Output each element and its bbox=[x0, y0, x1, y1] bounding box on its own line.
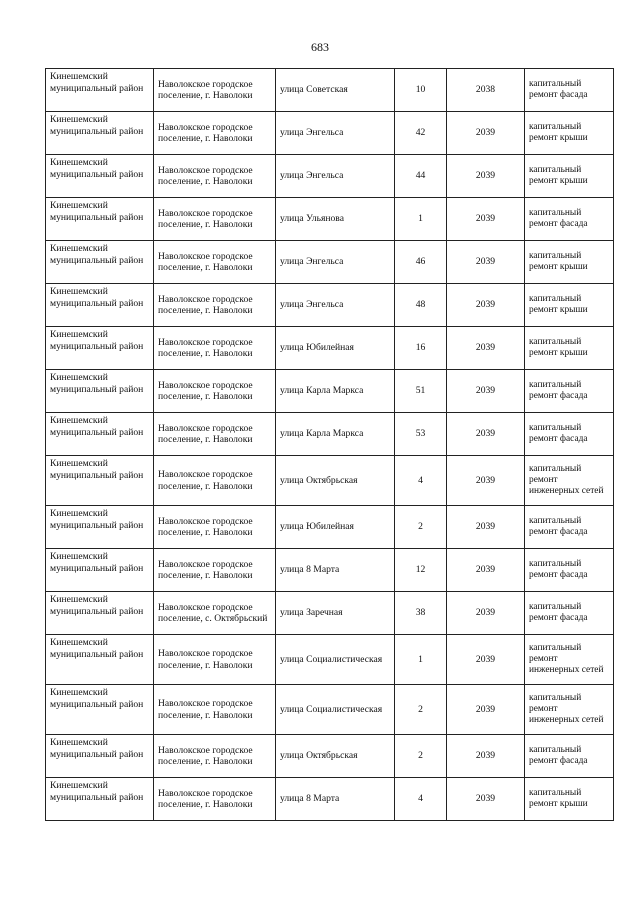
settlement-cell bbox=[154, 327, 276, 370]
planned-year-cell bbox=[447, 112, 525, 155]
work-type-text: капитальный ремонт инженерных сетей bbox=[529, 464, 604, 496]
settlement-text: Наволокское городское поселение, г. Наволоки bbox=[158, 787, 253, 810]
house-number-cell bbox=[395, 635, 447, 685]
house-number-text: 2 bbox=[418, 750, 423, 762]
work-type-text: капитальный ремонт инженерных сетей bbox=[529, 643, 604, 675]
planned-year-text: 2039 bbox=[475, 428, 496, 440]
planned-year-text: 2039 bbox=[475, 521, 496, 533]
work-type-cell bbox=[525, 506, 614, 549]
settlement-text: Наволокское городское поселение, г. Наволоки bbox=[158, 164, 253, 187]
house-number-cell bbox=[395, 241, 447, 284]
district-text: Кинешемский муниципальный район bbox=[50, 508, 144, 531]
street-cell bbox=[276, 198, 395, 241]
district-text: Кинешемский муниципальный район bbox=[50, 737, 144, 760]
table-row bbox=[46, 685, 614, 735]
district-text: Кинешемский муниципальный район bbox=[50, 200, 144, 223]
street-cell bbox=[276, 370, 395, 413]
district-text: Кинешемский муниципальный район bbox=[50, 286, 144, 309]
work-type-cell bbox=[525, 112, 614, 155]
house-number-text: 10 bbox=[415, 84, 426, 96]
house-number-text: 16 bbox=[415, 342, 426, 354]
planned-year-cell bbox=[447, 413, 525, 456]
planned-year-text: 2039 bbox=[475, 474, 496, 486]
settlement-cell bbox=[154, 592, 276, 635]
house-number-cell bbox=[395, 198, 447, 241]
street-text: улица Энгельса bbox=[280, 170, 344, 182]
house-number-text: 51 bbox=[415, 385, 426, 397]
house-number-cell bbox=[395, 112, 447, 155]
settlement-text: Наволокское городское поселение, г. Наволоки bbox=[158, 648, 253, 671]
street-text: улица Октябрьская bbox=[280, 474, 358, 486]
house-number-text: 4 bbox=[418, 793, 423, 805]
district-text: Кинешемский муниципальный район bbox=[50, 114, 144, 137]
district-text: Кинешемский муниципальный район bbox=[50, 780, 144, 803]
work-type-cell bbox=[525, 549, 614, 592]
district-text: Кинешемский муниципальный район bbox=[50, 415, 144, 438]
street-text: улица Энгельса bbox=[280, 299, 344, 311]
settlement-text: Наволокское городское поселение, г. Наволоки bbox=[158, 515, 253, 538]
work-type-text: капитальный ремонт крыши bbox=[529, 122, 588, 143]
street-text: улица Советская bbox=[280, 84, 348, 96]
house-number-text: 1 bbox=[418, 653, 423, 665]
work-type-cell bbox=[525, 155, 614, 198]
planned-year-text: 2039 bbox=[475, 653, 496, 665]
planned-year-cell bbox=[447, 284, 525, 327]
planned-year-text: 2039 bbox=[475, 342, 496, 354]
house-number-text: 53 bbox=[415, 428, 426, 440]
district-text: Кинешемский муниципальный район bbox=[50, 329, 144, 352]
work-type-text: капитальный ремонт фасада bbox=[529, 516, 588, 537]
settlement-cell bbox=[154, 198, 276, 241]
house-number-text: 44 bbox=[415, 170, 426, 182]
street-cell bbox=[276, 112, 395, 155]
house-number-text: 1 bbox=[418, 213, 423, 225]
settlement-text: Наволокское городское поселение, г. Наволоки bbox=[158, 744, 253, 767]
settlement-cell bbox=[154, 241, 276, 284]
settlement-text: Наволокское городское поселение, г. Наволоки bbox=[158, 207, 253, 230]
street-text: улица Социалистическая bbox=[280, 653, 383, 665]
district-cell bbox=[46, 370, 154, 413]
table-row bbox=[46, 69, 614, 112]
street-cell bbox=[276, 413, 395, 456]
district-cell bbox=[46, 327, 154, 370]
street-text: улица Энгельса bbox=[280, 127, 344, 139]
table-row bbox=[46, 506, 614, 549]
planned-year-text: 2039 bbox=[475, 607, 496, 619]
work-type-text: капитальный ремонт фасада bbox=[529, 745, 588, 766]
district-cell bbox=[46, 456, 154, 506]
work-type-cell bbox=[525, 413, 614, 456]
district-cell bbox=[46, 413, 154, 456]
house-number-text: 2 bbox=[418, 703, 423, 715]
planned-year-text: 2039 bbox=[475, 750, 496, 762]
settlement-text: Наволокское городское поселение, г. Наволоки bbox=[158, 698, 253, 721]
planned-year-cell bbox=[447, 69, 525, 112]
planned-year-cell bbox=[447, 456, 525, 506]
house-number-cell bbox=[395, 155, 447, 198]
planned-year-cell bbox=[447, 778, 525, 821]
work-type-cell bbox=[525, 284, 614, 327]
district-cell bbox=[46, 198, 154, 241]
table-row bbox=[46, 592, 614, 635]
street-cell bbox=[276, 549, 395, 592]
planned-year-cell bbox=[447, 241, 525, 284]
settlement-cell bbox=[154, 506, 276, 549]
house-number-cell bbox=[395, 284, 447, 327]
planned-year-text: 2039 bbox=[475, 564, 496, 576]
district-text: Кинешемский муниципальный район bbox=[50, 551, 144, 574]
table-row bbox=[46, 549, 614, 592]
street-cell bbox=[276, 241, 395, 284]
settlement-text: Наволокское городское поселение, г. Наволоки bbox=[158, 336, 253, 359]
house-number-text: 42 bbox=[415, 127, 426, 139]
street-text: улица 8 Марта bbox=[280, 793, 340, 805]
district-text: Кинешемский муниципальный район bbox=[50, 71, 144, 94]
settlement-text: Наволокское городское поселение, г. Наволоки bbox=[158, 121, 253, 144]
work-type-text: капитальный ремонт крыши bbox=[529, 294, 588, 315]
planned-year-cell bbox=[447, 735, 525, 778]
work-type-cell bbox=[525, 685, 614, 735]
house-number-text: 38 bbox=[415, 607, 426, 619]
district-cell bbox=[46, 685, 154, 735]
work-type-cell bbox=[525, 198, 614, 241]
table-row bbox=[46, 241, 614, 284]
settlement-cell bbox=[154, 549, 276, 592]
settlement-text: Наволокское городское поселение, г. Наволоки bbox=[158, 379, 253, 402]
work-type-text: капитальный ремонт крыши bbox=[529, 251, 588, 272]
work-type-cell bbox=[525, 592, 614, 635]
settlement-cell bbox=[154, 685, 276, 735]
work-type-text: капитальный ремонт крыши bbox=[529, 337, 588, 358]
planned-year-text: 2038 bbox=[475, 84, 496, 96]
work-type-text: капитальный ремонт фасада bbox=[529, 602, 588, 623]
work-type-text: капитальный ремонт фасада bbox=[529, 380, 588, 401]
house-number-cell bbox=[395, 735, 447, 778]
house-number-text: 48 bbox=[415, 299, 426, 311]
planned-year-cell bbox=[447, 327, 525, 370]
planned-year-text: 2039 bbox=[475, 703, 496, 715]
house-number-cell bbox=[395, 327, 447, 370]
district-text: Кинешемский муниципальный район bbox=[50, 372, 144, 395]
street-text: улица Октябрьская bbox=[280, 750, 358, 762]
street-cell bbox=[276, 685, 395, 735]
work-type-text: капитальный ремонт фасада bbox=[529, 423, 588, 444]
planned-year-text: 2039 bbox=[475, 256, 496, 268]
street-text: улица Карла Маркса bbox=[280, 428, 364, 440]
work-type-text: капитальный ремонт инженерных сетей bbox=[529, 693, 604, 725]
district-text: Кинешемский муниципальный район bbox=[50, 687, 144, 710]
district-text: Кинешемский муниципальный район bbox=[50, 458, 144, 481]
settlement-cell bbox=[154, 635, 276, 685]
planned-year-cell bbox=[447, 370, 525, 413]
planned-year-cell bbox=[447, 592, 525, 635]
settlement-cell bbox=[154, 284, 276, 327]
house-number-cell bbox=[395, 778, 447, 821]
district-cell bbox=[46, 506, 154, 549]
settlement-cell bbox=[154, 155, 276, 198]
district-cell bbox=[46, 592, 154, 635]
house-number-text: 46 bbox=[415, 256, 426, 268]
house-number-cell bbox=[395, 370, 447, 413]
district-cell bbox=[46, 735, 154, 778]
street-cell bbox=[276, 155, 395, 198]
table-row bbox=[46, 735, 614, 778]
street-text: улица Юбилейная bbox=[280, 521, 354, 533]
street-text: улица Карла Маркса bbox=[280, 385, 364, 397]
table-row bbox=[46, 635, 614, 685]
street-cell bbox=[276, 592, 395, 635]
planned-year-text: 2039 bbox=[475, 213, 496, 225]
house-number-cell bbox=[395, 69, 447, 112]
house-number-cell bbox=[395, 506, 447, 549]
table-row bbox=[46, 370, 614, 413]
table-row bbox=[46, 413, 614, 456]
table-row bbox=[46, 327, 614, 370]
planned-year-text: 2039 bbox=[475, 385, 496, 397]
settlement-text: Наволокское городское поселение, г. Наволоки bbox=[158, 293, 253, 316]
settlement-text: Наволокское городское поселение, г. Наволоки bbox=[158, 558, 253, 581]
planned-year-cell bbox=[447, 635, 525, 685]
district-cell bbox=[46, 549, 154, 592]
house-number-text: 2 bbox=[418, 521, 423, 533]
district-cell bbox=[46, 241, 154, 284]
district-cell bbox=[46, 635, 154, 685]
table-row bbox=[46, 198, 614, 241]
planned-year-text: 2039 bbox=[475, 299, 496, 311]
settlement-cell bbox=[154, 456, 276, 506]
table-row bbox=[46, 456, 614, 506]
work-type-cell bbox=[525, 778, 614, 821]
work-type-cell bbox=[525, 69, 614, 112]
street-text: улица Юбилейная bbox=[280, 342, 354, 354]
district-cell bbox=[46, 778, 154, 821]
work-type-cell bbox=[525, 456, 614, 506]
table-row bbox=[46, 112, 614, 155]
street-cell bbox=[276, 327, 395, 370]
house-number-cell bbox=[395, 413, 447, 456]
district-text: Кинешемский муниципальный район bbox=[50, 594, 144, 617]
settlement-cell bbox=[154, 112, 276, 155]
planned-year-cell bbox=[447, 506, 525, 549]
settlement-cell bbox=[154, 69, 276, 112]
district-text: Кинешемский муниципальный район bbox=[50, 157, 144, 180]
street-cell bbox=[276, 735, 395, 778]
work-type-cell bbox=[525, 735, 614, 778]
work-type-text: капитальный ремонт крыши bbox=[529, 788, 588, 809]
repair-schedule-table bbox=[45, 68, 614, 821]
table-body bbox=[46, 69, 614, 821]
district-cell bbox=[46, 112, 154, 155]
settlement-cell bbox=[154, 413, 276, 456]
street-cell bbox=[276, 635, 395, 685]
district-cell bbox=[46, 69, 154, 112]
planned-year-text: 2039 bbox=[475, 170, 496, 182]
street-cell bbox=[276, 778, 395, 821]
planned-year-text: 2039 bbox=[475, 127, 496, 139]
district-text: Кинешемский муниципальный район bbox=[50, 243, 144, 266]
work-type-cell bbox=[525, 241, 614, 284]
street-cell bbox=[276, 456, 395, 506]
settlement-text: Наволокское городское поселение, г. Наволоки bbox=[158, 422, 253, 445]
house-number-text: 12 bbox=[415, 564, 426, 576]
work-type-text: капитальный ремонт крыши bbox=[529, 165, 588, 186]
planned-year-text: 2039 bbox=[475, 793, 496, 805]
settlement-cell bbox=[154, 735, 276, 778]
work-type-text: капитальный ремонт фасада bbox=[529, 208, 588, 229]
table-row bbox=[46, 778, 614, 821]
planned-year-cell bbox=[447, 155, 525, 198]
planned-year-cell bbox=[447, 685, 525, 735]
street-text: улица Энгельса bbox=[280, 256, 344, 268]
settlement-text: Наволокское городское поселение, г. Наволоки bbox=[158, 78, 253, 101]
settlement-text: Наволокское городское поселение, г. Наволоки bbox=[158, 469, 253, 492]
page-number: 683 bbox=[311, 40, 329, 54]
district-text: Кинешемский муниципальный район bbox=[50, 637, 144, 660]
street-text: улица 8 Марта bbox=[280, 564, 340, 576]
table-row bbox=[46, 284, 614, 327]
street-text: улица Заречная bbox=[280, 607, 343, 619]
street-text: улица Социалистическая bbox=[280, 703, 383, 715]
house-number-cell bbox=[395, 685, 447, 735]
street-cell bbox=[276, 506, 395, 549]
district-cell bbox=[46, 284, 154, 327]
work-type-cell bbox=[525, 370, 614, 413]
street-cell bbox=[276, 69, 395, 112]
district-cell bbox=[46, 155, 154, 198]
table-row bbox=[46, 155, 614, 198]
planned-year-cell bbox=[447, 549, 525, 592]
house-number-cell bbox=[395, 549, 447, 592]
work-type-cell bbox=[525, 327, 614, 370]
house-number-cell bbox=[395, 592, 447, 635]
settlement-cell bbox=[154, 370, 276, 413]
planned-year-cell bbox=[447, 198, 525, 241]
street-cell bbox=[276, 284, 395, 327]
work-type-text: капитальный ремонт фасада bbox=[529, 559, 588, 580]
work-type-text: капитальный ремонт фасада bbox=[529, 79, 588, 100]
settlement-text: Наволокское городское поселение, г. Наволоки bbox=[158, 250, 253, 273]
settlement-text: Наволокское городское поселение, с. Октябрьский bbox=[158, 601, 268, 624]
settlement-cell bbox=[154, 778, 276, 821]
house-number-cell bbox=[395, 456, 447, 506]
street-text: улица Ульянова bbox=[280, 213, 344, 225]
house-number-text: 4 bbox=[418, 474, 423, 486]
work-type-cell bbox=[525, 635, 614, 685]
